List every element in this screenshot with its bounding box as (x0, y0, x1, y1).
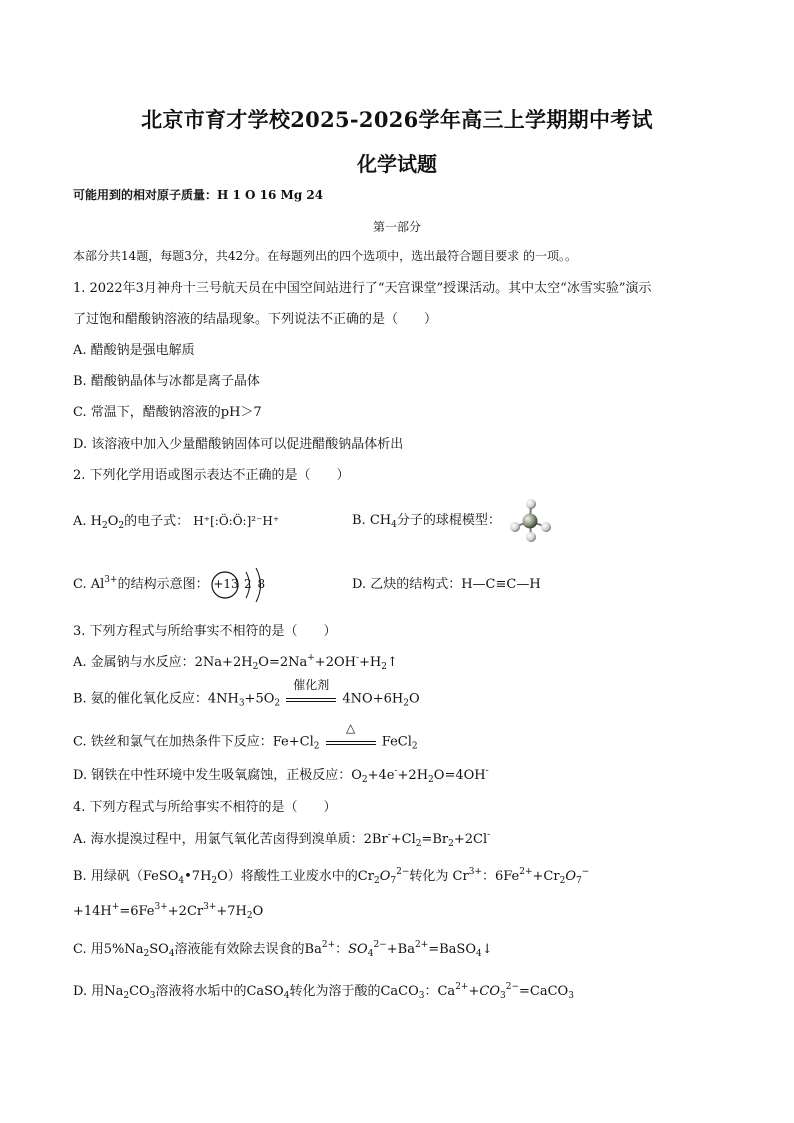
q2-option-b: B. $CH_4$分子的球棍模型： (352, 513, 501, 530)
q2-c-label2: 的结构示意图： (117, 577, 209, 592)
exam-title: 北京市育才学校2025-2026学年高三上学期期中考试 (141, 107, 653, 132)
q4-a-part3: =Br (421, 832, 449, 847)
q1-stem-line1: 1. 2022年3月神舟十三号航天员在中国空间站进行了“天宫课堂”授课活动。其中太空“冰雪实验”演示 (73, 281, 652, 296)
q3-b-part1: B. 氨的催化氧化反应：4NH (73, 691, 239, 707)
heat-condition-arrow (326, 721, 376, 751)
q4-b-part4: 转化为 Cr (409, 869, 469, 884)
q4-stem: 4. 下列方程式与所给事实不相符的是（ ） (73, 800, 337, 815)
q1-stem-line2: 了过饱和醋酸钠溶液的结晶现象。下列说法不正确的是（ ） (73, 312, 438, 327)
q3-d-part4: O=4OH (433, 768, 486, 783)
q1-option-b: B. 醋酸钠晶体与冰都是离子晶体 (73, 374, 260, 389)
q4-b2-part2: =6Fe (119, 904, 155, 919)
q4-d-part3: 溶液将水垢中的CaSO (155, 984, 284, 999)
q4-option-d: D. 用$Na_2CO_3$溶液将水垢中的CaSO$_4$转化为溶于酸的CaCO$_3$：$Ca^{2+}+CO_3^{2-}=CaCO_3$ (73, 982, 574, 1001)
q2-b-label2: 分子的球棍模型： (396, 513, 501, 528)
catalyst-condition-arrow (286, 678, 336, 708)
q4-d-part2: CO (129, 984, 150, 999)
al3-shell-electrons: 2 8 (244, 577, 267, 591)
q4-c-part1: C. 用5%Na (73, 942, 144, 957)
q4-c-part2: SO (149, 942, 169, 957)
q4-b-part3: O）将酸性工业废水中的Cr (217, 869, 374, 884)
q2-a-label2: 的电子式： (124, 514, 190, 529)
q3-a-part4: +H (359, 655, 382, 670)
q3-option-b: B. 氨的催化氧化反应：$4NH_3+5O_2$ 催化剂 $4NO+6H_2O$ (73, 678, 420, 709)
q3-b-part3: 4NO+6H (342, 691, 404, 707)
q3-a-part3: +2OH (314, 655, 356, 670)
q4-b2-part1: +14H (73, 904, 112, 919)
q4-b2-part3: +2Cr (167, 904, 204, 919)
q2-a-label: A. H (73, 514, 102, 529)
q3-stem: 3. 下列方程式与所给事实不相符的是（ ） (73, 624, 337, 639)
q4-b-part1: B. 用绿矾（FeSO (73, 869, 179, 884)
catalyst-label: 催化剂 (293, 678, 330, 692)
q4-a-part2: +Cl (390, 832, 416, 847)
q4-a-part4: +2Cl (453, 832, 488, 847)
q4-b-part5: ：6Fe (481, 869, 520, 884)
q4-b2-part5: O (252, 904, 264, 919)
q4-a-part1: A. 海水提溴过程中，用氯气氧化苦卤得到溴单质：2Br (73, 832, 388, 847)
q4-d-part1: D. 用Na (73, 984, 124, 999)
ch4-ball-stick-model-icon (506, 498, 554, 544)
q2-c-label: C. Al (73, 577, 105, 592)
q4-b-part2: •7H (184, 869, 212, 884)
q2-option-d: D. 乙炔的结构式：H—C≡C—H (352, 577, 541, 592)
q3-a-part2: O=2Na (258, 655, 308, 670)
q3-b-part2: +5O (244, 691, 275, 707)
section-instructions: 本部分共14题，每题3分，共42分。在每题列出的四个选项中，选出最符合题目要求 的一项。。 (73, 249, 577, 263)
q4-d-part6: + (468, 984, 480, 999)
q4-option-b: B. 用绿矾$(FeSO_4•7H_2O)$将酸性工业废水中的$Cr_2O_7^{2-}$转化为 $Cr^{3+}$：$6Fe^{2+}+Cr_2O_7^-$ (73, 867, 590, 886)
q4-d-part5: ：Ca (424, 984, 456, 999)
section-title: 第一部分 (372, 220, 421, 234)
q2-option-a: A. $H_2O_2$的电子式： H⁺[:Ö:Ö:]²⁻H⁺ (73, 514, 280, 531)
q4-c-part6: =BaSO (428, 942, 476, 957)
q1-option-a: A. 醋酸钠是强电解质 (73, 343, 195, 358)
q2-option-c: C. $Al^{3+}$的结构示意图： (73, 575, 209, 592)
q2-b-label: B. CH (352, 513, 392, 528)
q3-c-part1: C. 铁丝和氯气在加热条件下反应：Fe+Cl (73, 734, 314, 750)
q1-option-d: D. 该溶液中加入少量醋酸钠固体可以促进醋酸钠晶体析出 (73, 437, 404, 452)
q4-c-part3: 溶液能有效除去误食的Ba (174, 942, 322, 957)
heat-triangle: △ (346, 721, 356, 735)
q3-c-part2: FeCl (381, 734, 412, 750)
q1-option-c: C. 常温下，醋酸钠溶液的pH＞7 (73, 405, 262, 420)
q2-stem: 2. 下列化学用语或图示表达不正确的是（ ） (73, 468, 350, 483)
q3-option-a: A. 金属钠与水反应：$2Na+2H_2O=2Na^++2OH^-+H_2↑$ (73, 653, 398, 672)
q4-option-b-line2: $+14H^+=6Fe^{3+}+2Cr^{3+}+7H_2O$ (73, 902, 264, 921)
q3-d-part3: +2H (397, 768, 429, 783)
q4-option-a: A. 海水提溴过程中，用氯气氧化苦卤得到溴单质：$2Br^-+Cl_2=Br_2+2Cl^-$ (73, 830, 491, 849)
q3-a-part5: ↑ (386, 655, 398, 670)
q3-option-c: C. 铁丝和氯气在加热条件下反应：$Fe+Cl_2$ △ FeCl$_2$ (73, 721, 418, 752)
q4-b-part6: +Cr (532, 869, 560, 884)
q3-d-part1: D. 钢铁在中性环境中发生吸氧腐蚀，正极反应：O (73, 768, 362, 783)
q3-d-part2: +4e (367, 768, 395, 783)
q3-option-d: D. 钢铁在中性环境中发生吸氧腐蚀，正极反应：$O_2+4e^-+2H_2O=4OH^-$ (73, 766, 489, 785)
q3-b-part4: O (408, 691, 420, 707)
q4-c-part4: ： (335, 942, 349, 957)
q4-d-part4: 转化为溶于酸的CaCO (289, 984, 419, 999)
q4-c-part5: +Ba (386, 942, 415, 957)
h2o2-electron-formula: H⁺[:Ö:Ö:]²⁻H⁺ (193, 514, 280, 528)
q3-a-part1: A. 金属钠与水反应：2Na+2H (73, 655, 253, 670)
exam-subtitle: 化学试题 (357, 152, 437, 176)
atomic-mass-note: 可能用到的相对原子质量：H 1 O 16 Mg 24 (73, 188, 324, 202)
al3-nucleus-charge: +13 (213, 577, 239, 591)
q4-c-part7: ↓ (481, 942, 493, 957)
q4-d-part7: =CaCO (519, 984, 569, 999)
q4-option-c: C. 用$5\%Na_2SO_4$溶液能有效除去误食的$Ba^{2+}$：$SO_4^{2-}+Ba^{2+}=BaSO_4↓$ (73, 940, 493, 959)
q4-b2-part4: +7H (216, 904, 247, 919)
